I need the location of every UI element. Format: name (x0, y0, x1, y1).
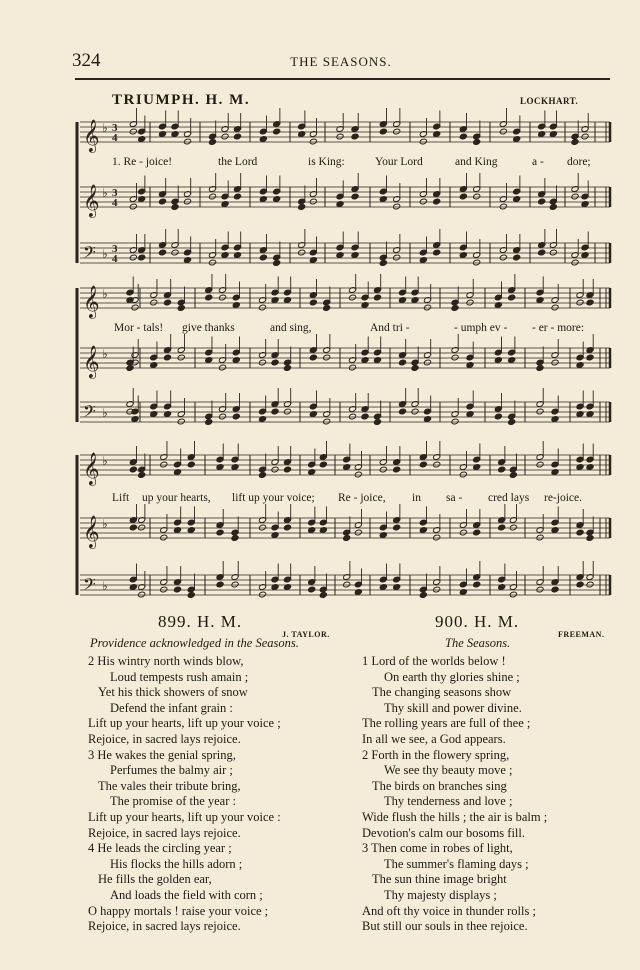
verse-line: And oft thy voice in thunder rolls ; (362, 903, 536, 918)
bass-clef: 𝄢 (83, 574, 96, 598)
verse-line: Wide flush the hills ; the air is balm ; (362, 810, 548, 824)
time-signature: 4 (112, 253, 118, 265)
verse-line: Yet his thick showers of snow (98, 685, 248, 700)
note-head (571, 193, 579, 200)
note-head (433, 198, 441, 205)
verse-line: The vales their tribute bring, (98, 778, 241, 793)
note-head (393, 254, 401, 261)
note-head (459, 529, 467, 536)
verse-line: He fills the golden ear, (98, 872, 212, 887)
note-head (336, 133, 344, 140)
running-title: THE SEASONS. (290, 54, 392, 69)
note-head (163, 299, 171, 306)
note-head (473, 529, 481, 536)
time-signature: 3 (112, 243, 118, 255)
note-head (348, 294, 356, 301)
note-head (298, 204, 306, 211)
note-head (183, 138, 191, 145)
lyric-word: - umph ev - (454, 322, 508, 334)
verse-line: Defend the infant grain : (110, 700, 233, 715)
note-head (419, 198, 427, 205)
note-head (187, 592, 195, 599)
bass-clef: 𝄢 (83, 242, 96, 266)
note-head (348, 364, 356, 371)
flat-sign: ♭ (102, 347, 108, 361)
note-head (398, 408, 406, 415)
note-head (138, 591, 146, 598)
hymn-900-composer: FREEMAN. (558, 630, 605, 639)
lyric-word: Your Lord (375, 156, 423, 168)
verse-line: Thy skill and power divine. (384, 700, 522, 715)
note-head (581, 133, 589, 140)
note-head (129, 203, 137, 210)
time-signature: 3 (112, 122, 118, 134)
note-head (586, 299, 594, 306)
note-head (160, 534, 168, 541)
note-head (499, 254, 507, 261)
note-head (309, 198, 317, 205)
note-head (271, 408, 279, 415)
note-head (233, 133, 241, 140)
flat-sign: ♭ (102, 287, 108, 301)
note-head (549, 204, 557, 211)
note-head (283, 524, 291, 531)
lyric-word: up your hearts, (142, 492, 211, 504)
note-head (283, 365, 291, 372)
note-head (343, 535, 351, 542)
hymn-899-composer: J. TAYLOR. (282, 630, 330, 639)
note-head (258, 591, 266, 598)
note-head (459, 193, 467, 200)
flat-sign: ♭ (102, 579, 108, 593)
verse-line: Thy tenderness and love ; (384, 794, 513, 809)
flat-sign: ♭ (102, 186, 108, 200)
note-head (177, 305, 185, 312)
hymn-900-number: 900. H. M. (435, 612, 520, 631)
note-head (536, 408, 544, 415)
note-head (308, 586, 316, 593)
note-head (423, 304, 431, 311)
note-head (379, 260, 387, 267)
note-head (473, 259, 481, 266)
lyric-word: lift up your voice; (232, 492, 315, 504)
verse-line: And loads the field with corn ; (110, 888, 263, 902)
lyric-word: - er - more: (532, 322, 585, 334)
note-head (258, 359, 266, 366)
flat-sign: ♭ (102, 517, 108, 531)
note-head (576, 299, 584, 306)
note-head (283, 408, 291, 415)
lyric-word: a - (532, 156, 544, 168)
note-head (158, 198, 166, 205)
note-head (309, 299, 317, 306)
note-head (283, 466, 291, 473)
note-head (509, 591, 517, 598)
note-head (231, 535, 239, 542)
note-head (433, 461, 441, 468)
note-head (205, 294, 213, 301)
note-head (273, 260, 281, 267)
verse-line: 1 Lord of the worlds below ! (362, 654, 506, 668)
note-head (216, 581, 224, 588)
page-number: 324 (72, 50, 101, 71)
note-head (551, 359, 559, 366)
bass-clef: 𝄢 (83, 401, 96, 425)
lyric-word: Mor - tals! (114, 322, 164, 334)
note-head (160, 461, 168, 468)
verse-line: Loud tempests rush amain ; (110, 669, 249, 684)
verse-line: Rejoice, in sacred lays rejoice. (88, 732, 241, 746)
note-head (393, 128, 401, 135)
note-head (351, 193, 359, 200)
hymn-899-number: 899. H. M. (158, 612, 243, 631)
note-head (208, 139, 216, 146)
verse-line: Lift up your hearts, lift up your voice ; (88, 716, 281, 731)
lyric-word: And tri - (370, 322, 410, 334)
note-head (379, 128, 387, 135)
note-head (419, 592, 427, 599)
note-head (129, 254, 137, 261)
note-head (451, 354, 459, 361)
hymn-900-subtitle: The Seasons. (445, 636, 511, 650)
lyric-word: sa - (446, 492, 463, 504)
lyric-word: give thanks (182, 322, 235, 334)
note-head (258, 304, 266, 311)
verse-line: 3 Then come in robes of light, (362, 841, 513, 856)
note-head (309, 138, 317, 145)
note-head (138, 524, 146, 531)
note-head (208, 193, 216, 200)
note-head (549, 249, 557, 256)
note-head (536, 534, 544, 541)
note-head (538, 198, 546, 205)
verse-line: Rejoice, in sacred lays rejoice. (88, 919, 241, 934)
verse-line: The changing seasons show (372, 685, 512, 700)
note-head (177, 354, 185, 361)
verse-line: But still our souls in thee rejoice. (362, 919, 528, 934)
note-head (361, 413, 369, 420)
note-head (131, 304, 139, 311)
tune-title: TRIUMPH. H. M. (112, 92, 251, 108)
note-head (459, 133, 467, 140)
note-head (231, 581, 239, 588)
note-head (233, 193, 241, 200)
note-head (419, 461, 427, 468)
note-head (221, 133, 229, 140)
note-head (513, 254, 521, 261)
note-head (129, 466, 137, 473)
note-head (354, 529, 362, 536)
verse-line: The summer's flaming days ; (384, 856, 529, 871)
note-head (354, 471, 362, 478)
note-head (576, 529, 584, 536)
note-head (138, 254, 146, 261)
note-head (451, 305, 459, 312)
note-head (586, 535, 594, 542)
flat-sign: ♭ (102, 121, 108, 135)
note-head (551, 304, 559, 311)
note-head (509, 472, 517, 479)
note-head (129, 128, 137, 135)
note-head (373, 294, 381, 301)
treble-clef: 𝄞 (83, 345, 100, 378)
lyric-word: 1. Re - joice! (112, 156, 173, 168)
time-signature: 4 (112, 132, 118, 144)
note-head (343, 581, 351, 588)
time-signature: 4 (112, 197, 118, 209)
flat-sign: ♭ (102, 406, 108, 420)
note-head (173, 586, 181, 593)
note-head (177, 418, 185, 425)
note-head (218, 364, 226, 371)
verse-line: The birds on branches sing (372, 778, 507, 793)
note-head (473, 193, 481, 200)
flat-sign: ♭ (102, 247, 108, 261)
note-head (551, 586, 559, 593)
lyric-word: and King (455, 156, 498, 168)
note-head (379, 466, 387, 473)
lyric-word: Re - joice, (338, 492, 386, 504)
note-head (319, 592, 327, 599)
note-head (323, 354, 331, 361)
lyric-word: re-joice. (544, 492, 582, 504)
verse-line: Rejoice, in sacred lays rejoice. (88, 825, 241, 840)
verse-line: O happy mortals ! raise your voice ; (88, 903, 269, 918)
note-head (459, 471, 467, 478)
note-head (319, 461, 327, 468)
note-head (433, 534, 441, 541)
note-head (433, 586, 441, 593)
note-head (411, 408, 419, 415)
note-head (536, 461, 544, 468)
note-head (398, 359, 406, 366)
note-head (576, 581, 584, 588)
verse-line: Devotion's calm our bosoms fill. (362, 825, 526, 840)
time-signature: 3 (112, 187, 118, 199)
note-head (536, 586, 544, 593)
lyric-word: the Lord (218, 156, 258, 168)
note-head (271, 359, 279, 366)
note-head (218, 294, 226, 301)
note-head (473, 581, 481, 588)
note-head (183, 198, 191, 205)
note-head (494, 413, 502, 420)
treble-clef: 𝄞 (83, 285, 100, 318)
note-head (208, 259, 216, 266)
lyric-word: Lift (112, 492, 130, 504)
treble-clef: 𝄞 (83, 184, 100, 217)
treble-clef: 𝄞 (83, 515, 100, 548)
note-head (423, 359, 431, 366)
note-head (309, 354, 317, 361)
verse-line: Lift up your hearts, lift up your voice : (88, 810, 281, 824)
note-head (216, 529, 224, 536)
note-head (259, 254, 267, 261)
note-head (509, 524, 517, 531)
note-head (419, 138, 427, 145)
verse-line: The sun thine image bright (372, 872, 507, 887)
note-head (393, 524, 401, 531)
note-head (536, 365, 544, 372)
note-head (171, 204, 179, 211)
note-head (466, 299, 474, 306)
note-head (258, 472, 266, 479)
note-head (171, 249, 179, 256)
note-head (508, 419, 516, 426)
note-head (187, 461, 195, 468)
note-head (126, 365, 134, 372)
note-head (393, 203, 401, 210)
verse-line: Perfumes the balmy air ; (110, 763, 233, 778)
note-head (160, 586, 168, 593)
treble-clef: 𝄞 (83, 119, 100, 152)
tune-composer: LOCKHART. (520, 96, 579, 106)
verse-line: The rolling years are full of thee ; (362, 716, 531, 731)
note-head (129, 524, 137, 531)
note-head (498, 466, 506, 473)
lyric-word: and sing, (270, 322, 312, 334)
verse-line: 3 He wakes the genial spring, (88, 747, 236, 762)
flat-sign: ♭ (102, 454, 108, 468)
lyric-word: is King: (308, 156, 345, 168)
verse-line: The promise of the year : (110, 794, 236, 809)
lyric-word: cred lays (488, 492, 530, 504)
note-head (571, 259, 579, 266)
note-head (393, 466, 401, 473)
note-head (373, 419, 381, 426)
note-head (451, 418, 459, 425)
note-head (586, 354, 594, 361)
verse-line: 4 He leads the circling year ; (88, 841, 232, 856)
note-head (351, 133, 359, 140)
verse-line: His flocks the hills adorn ; (110, 856, 243, 871)
treble-clef: 𝄞 (83, 452, 100, 485)
note-head (499, 128, 507, 135)
note-head (273, 128, 281, 135)
lyric-word: in (412, 492, 421, 504)
note-head (163, 354, 171, 361)
lyric-word: dore; (567, 156, 591, 168)
verse-line: Thy majesty displays ; (384, 888, 497, 902)
note-head (138, 472, 146, 479)
note-head (158, 249, 166, 256)
note-head (473, 139, 481, 146)
verse-line: 2 His wintry north winds blow, (88, 654, 244, 668)
note-head (218, 413, 226, 420)
note-head (411, 365, 419, 372)
note-head (205, 419, 213, 426)
hymn-899-subtitle: Providence acknowledged in the Seasons. (90, 636, 299, 650)
note-head (538, 249, 546, 256)
note-head (323, 418, 331, 425)
note-head (150, 299, 158, 306)
note-head (586, 581, 594, 588)
note-head (433, 249, 441, 256)
note-head (271, 466, 279, 473)
note-head (323, 305, 331, 312)
note-head (571, 139, 579, 146)
note-head (232, 413, 240, 420)
verse-line: 2 Forth in the flowery spring, (362, 747, 510, 762)
verse-line: We see thy beauty move ; (384, 763, 513, 778)
note-head (499, 203, 507, 210)
verse-line: In all we see, a God appears. (362, 732, 506, 746)
note-head (298, 249, 306, 256)
note-head (498, 524, 506, 531)
note-head (508, 294, 516, 301)
note-head (348, 413, 356, 420)
note-head (258, 524, 266, 531)
verse-line: On earth thy glories shine ; (384, 669, 520, 684)
